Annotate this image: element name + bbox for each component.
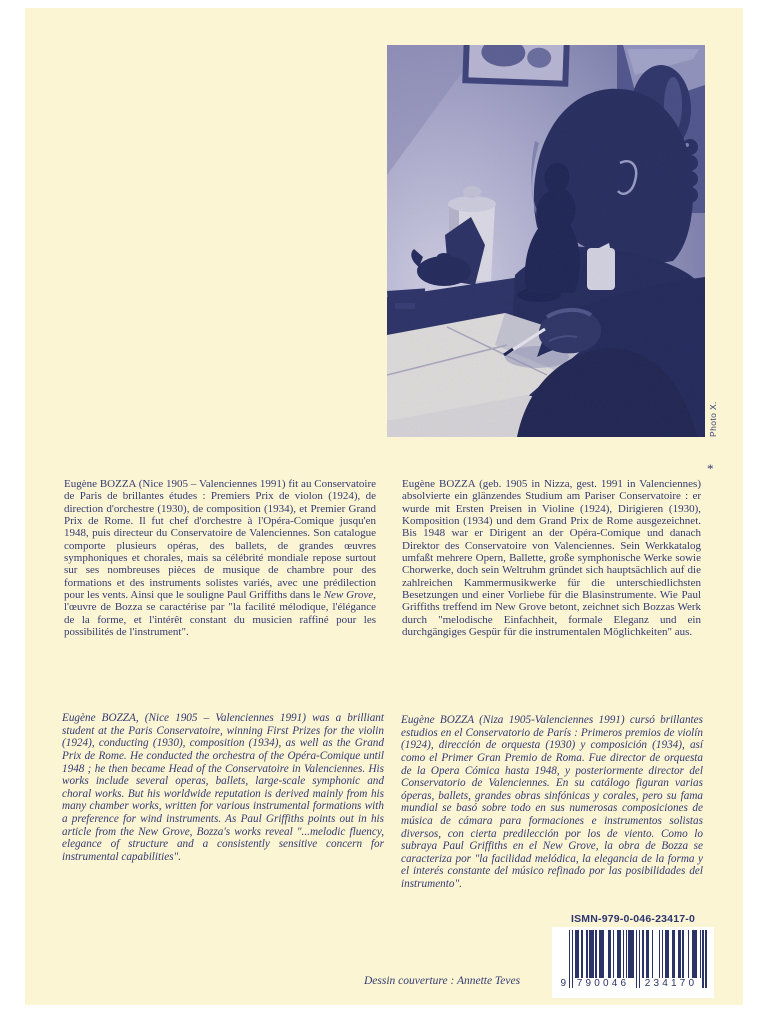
portrait-photo-illustration <box>387 45 705 437</box>
bio-paragraph-spanish: Eugène BOZZA (Niza 1905-Valenciennes 1991) cursó brillantes estudios en el Conservatorio de París : Primeros premios de violín (1924), dirección de orquesta (1930) y composición (1934), así como el Primer Gran Premio de Roma. Fue director de orquesta de la Opera Cómica hasta 1948, y posteriormente director del Conservatorio de Valenciennes. En su catálogo figuran varias óperas, ballets, grandes obras sinfónicas y corales, pero su fama mundial se basó sobre todo en sus numerosas composiciones de música de cámara para formaciones e instrumentos solistas diversos, con cierta predilección por los de viento. Como lo subraya Paul Griffiths en el New Grove, la obra de Bozza se caracteriza por "la facilidad melódica, la elegancia de la forma y el interés constante del músico refinado por las posibilidades del instrumento". <box>401 714 703 890</box>
barcode-digit-group-right: 234170 <box>644 978 698 989</box>
footnote-asterisk: * <box>707 461 714 476</box>
bio-paragraph-french: Eugène BOZZA (Nice 1905 – Valenciennes 1991) fit au Conservatoire de Paris de brillantes études : Premiers Prix de violon (1924), de direction d'orchestre (1930), de composition (1934), et Premier Grand Prix de Rome. Il fut chef d'orchestre à l'Opéra-Comique jusqu'en 1948, puis directeur du Conservatoire de Valenciennes. Son catalogue comporte plusieurs opéras, des ballets, de grandes œuvres symphoniques et chorales, mais sa célébrité mondiale repose surtout sur ses nombreuses pièces de musique de chambre pour des formations et des instruments solistes variés, avec une prédilection pour les vents. Ainsi que le souligne Paul Griffiths dans le New Grove, l'œuvre de Bozza se caractérise par "la facilité mélodique, l'élégance de la forme, et l'intérêt constant du musicien raffiné pour les possibilités de l'instrument". <box>64 478 376 639</box>
bio-paragraph-german: Eugène BOZZA (geb. 1905 in Nizza, gest. 1991 in Valenciennes) absolvierte ein glänzendes Studium am Pariser Conservatoire : er wurde mit Ersten Preisen in Violine (1924), Dirigieren (1930), Komposition (1934) und dem Grand Prix de Rome ausgezeichnet. Bis 1948 war er Dirigent an der Opéra-Comique und danach Direktor des Conservatoire von Valenciennes. Sein Werkkatalog umfaßt mehrere Opern, Ballette, große symphonische Werke sowie Chorwerke, doch sein Weltruhm gründet sich hauptsächlich auf die zahlreichen Kammermusikwerke für die unterschiedlichsten Besetzungen und einer Vorliebe für die Blasinstrumente. Wie Paul Griffiths treffend im New Grove betont, zeichnet sich Bozzas Werk durch "melodische Einfachheit, formale Eleganz und ein durchgängiges Gespür für die instrumentalen Möglichkeiten" aus. <box>402 478 701 639</box>
barcode-digit-lead: 9 <box>560 978 566 989</box>
cover-design-credit: Dessin couverture : Annette Teves <box>364 975 521 987</box>
photo-credit-vertical-label: Photo X. <box>708 401 718 437</box>
barcode-digit-group-left: 790046 <box>576 978 630 989</box>
ismn-number: ISMN-979-0-046-23417-0 <box>570 913 696 925</box>
ean13-barcode <box>552 927 714 998</box>
composer-portrait-photo <box>387 45 705 437</box>
bio-paragraph-english: Eugène BOZZA, (Nice 1905 – Valenciennes 1991) was a brilliant student at the Paris Conservatoire, winning First Prizes for the violin (1924), conducting (1930), composition (1934), as well as the Grand Prix de Rome. He conducted the orchestra of the Opéra-Comique until 1948 ; he then became Head of the Conservatoire in Valenciennes. His works include several operas, ballets, large-scale symphonic and choral works. But his worldwide reputation is derived mainly from his many chamber works, written for various instrumental formations with a preference for wind instruments. As Paul Griffiths points out in his article from the New Grove, Bozza's works reveal "...melodic fluency, elegance of structure and a consistently sensitive concern for instrumental capabilities". <box>62 712 384 863</box>
